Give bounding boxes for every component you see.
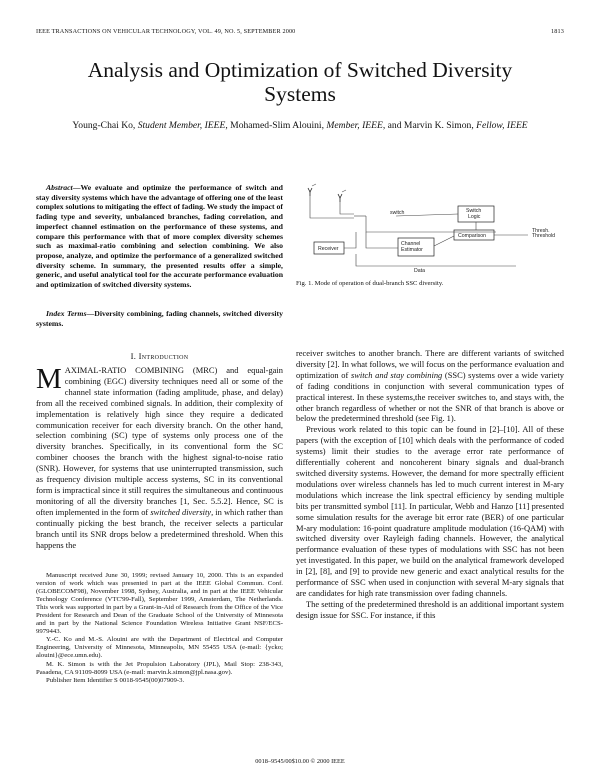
drop-cap: M [36, 363, 62, 395]
right-para-3: The setting of the predetermined threshold is an additional important system design issue for SSC. For instance, if this [296, 598, 564, 620]
data-label: Data [414, 268, 425, 274]
footnote-affiliation-1: Y.-C. Ko and M.-S. Alouini are with the Department of Electrical and Computer Engineering, University of Minnesota, Minneapolis, MN 55455 USA (e-mail: {ycko; alouini}@ece.umn.edu). [36, 636, 283, 660]
paper-title: Analysis and Optimization of Switched Diversity Systems [87, 58, 513, 106]
right-para-1a: receiver switches to another branch. There are different variants of switched diversity [2]. In what follows, we will focus on the performance evaluation and optimization of [296, 348, 564, 380]
footnotes [36, 572, 283, 685]
intro-para-1a: AXIMAL-RATIO COMBINING (MRC) and equal-gain combining (EGC) diversity techniques need all or some of the channel state information (fading amplitude, phase, and delay) from all the received combined signals. In addition, their complexity of implementation is relatively high since they require a dedicated communication receiver for each diversity branch. On the other hand, selection combining (SC) type of systems only process one of the diversity branches. Specifically, in its conventional form the SC combiner chooses the branch with the highest signal-to-noise ratio (SNR). However, for systems that use uninterrupted transmission, such as frequency division multiple access systems, SC in its conventional form is impractical since it still requires the simultaneous and continuous monitoring of all the diversity branches [1, Sec. 5.5.2]. Hence, SC is often implemented in the form of [36, 365, 283, 517]
right-para-1-emphasis: switch and stay combining [350, 369, 443, 380]
running-header [36, 28, 564, 38]
threshold-label: Thresh. Threshold [532, 228, 556, 239]
figure-1-diagram [296, 180, 564, 278]
author-2: , Mohamed-Slim Alouini, [225, 120, 327, 131]
antenna-feed-lines [310, 196, 366, 218]
abstract [36, 183, 283, 290]
comparison-label: Comparison [458, 233, 486, 239]
intro-para-1b: , in which rather than continually picking the best branch, the receiver selects a particular branch until its SNR drops below a predetermined threshold. When this happens the [36, 506, 283, 550]
introduction-text [36, 365, 283, 550]
author-2-role: Member, IEEE [326, 120, 383, 131]
antenna-1-icon [308, 188, 312, 196]
right-column-text [296, 348, 564, 621]
index-terms-text: —Diversity combining, fading channels, switched diversity systems. [36, 309, 283, 328]
switch-label: switch [390, 210, 405, 216]
page-number: 1813 [551, 28, 564, 35]
abstract-text: —We evaluate and optimize the performance of switch and stay diversity systems which have the advantage of offering one of the least complex solutions to mitigating the effect of fading. We study the impact of fading type and severity, unbalanced branches, fading correlation, and imperfect channel estimation on the performance of these systems, and compare this performance with that of more complex diversity schemes such as maximal-ratio combining and selection combining. We also propose, analyze, and optimize the performance of a generalized switched diversity scheme. In summary, the presented results offer a simple, generic, and useful analytical tool for the accurate performance evaluation and optimization of switched diversity systems. [36, 183, 283, 290]
index-terms-lead: Index Terms [46, 309, 87, 318]
intro-emphasis: switched diversity [150, 506, 212, 517]
right-para-1 [296, 348, 564, 424]
figure-1-caption: Fig. 1. Mode of operation of dual-branch SSC diversity. [296, 280, 444, 287]
abstract-lead: Abstract [46, 183, 73, 192]
right-para-2: Previous work related to this topic can be found in [2]–[10]. All of these papers (with the exception of [10] which deals with the performance of coded systems) limit their studies to the average error rate performance of differentially coherent and noncoherent binary signals and dual-branch switched diversity systems. However, the demand for more spectrally efficient modulations over wireless channels has led to much current interest in M-ary modulations which increase the link spectral efficiency by sending multiple bits per transmitted symbol [11]. In particular, Webb and Hanzo [11] presented some simulation results for the average bit error rate (BER) of one particular M-ary modulation: 16-point quadrature amplitude modulation (16-QAM) with switched diversity over Rayleigh fading channels. However, the analytical performance evaluation of these types of modulations with SSC has not been yet investigated. In this paper, we build on the analytical framework developed in [2], [8], and [9] to provide new generic and exact analytical results for the performance of SSC when used in conjunction with several M-ary signals that are candidates for high rate transmission over fading channels. [296, 424, 564, 598]
index-terms [36, 309, 283, 328]
footnote-publisher-id: Publisher Item Identifier S 0018-9545(00)07909-3. [46, 676, 185, 684]
footnote-affiliation-2: M. K. Simon is with the Jet Propulsion Laboratory (JPL), Mail Stop: 238-343, Pasadena, CA 91109-8099 USA (e-mail: marvin.k.simon@jpl.nasa.gov). [36, 660, 283, 676]
figure-ticks [312, 184, 346, 192]
channel-estimator-label: Channel Estimator [401, 241, 423, 253]
footnote-manuscript: Manuscript received June 30, 1999; revised January 10, 2000. This is an expanded version of work which was presented in part at the IEEE Global Commun. Conf. (GLOBECOM'98), November 1998, Sydney, Australia, and in part at the IEEE Vehicular Technology Conference (VTC'99-Fall), September 1999, Amsterdam, The Netherlands. This work was supported in part by a Grant-in-Aid of Research from the Office of the Vice President for Research and Dean of the Graduate School of the University of Minnesota and in part by the National Science Foundation Wireless Initiative Grant NSF/ECS-9979443. [36, 572, 283, 636]
author-1: Young-Chai Ko, [72, 120, 138, 131]
section-title: Introduction [138, 351, 189, 361]
section-heading [36, 351, 283, 361]
switch-logic-label: Switch Logic [466, 208, 482, 220]
author-3-role: Fellow, IEEE [476, 120, 528, 131]
receiver-label: Receiver [318, 246, 339, 252]
right-para-1b: (SSC) systems over a wide variety of fading conditions in conjunction with several communication types of practical interest. In these systems,the receiver switches to, and stays with, the other branch regardless of whether or not the SNR of that branch is above or below the predetermined threshold (see Fig. 1). [296, 369, 564, 424]
signal-paths [344, 214, 528, 266]
author-3: , and Marvin K. Simon, [382, 120, 477, 131]
journal-header: IEEE TRANSACTIONS ON VEHICULAR TECHNOLOGY, VOL. 49, NO. 5, SEPTEMBER 2000 [36, 28, 296, 35]
author-line [20, 120, 580, 131]
copyright-footer: 0018–9545/00$10.00 © 2000 IEEE [255, 758, 345, 765]
antenna-2-icon [338, 194, 342, 202]
author-1-role: Student Member, IEEE [137, 120, 226, 131]
section-numeral: I. [130, 351, 139, 361]
